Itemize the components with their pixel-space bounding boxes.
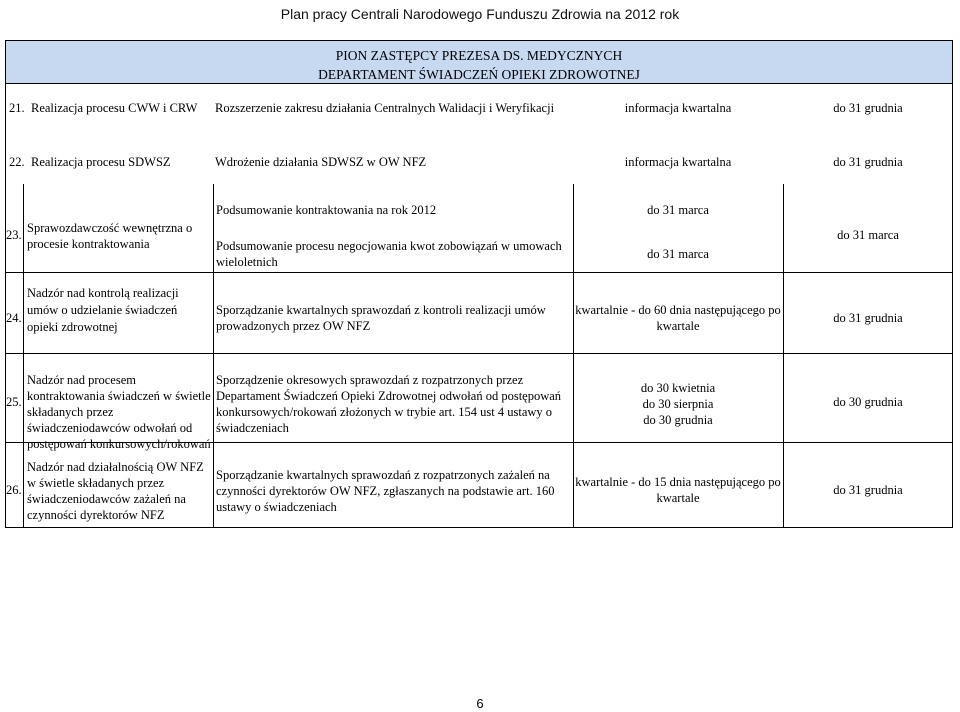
activity-cell: Wdrożenie działania SDWSZ w OW NFZ: [215, 155, 427, 169]
row-number: 23.: [6, 228, 22, 242]
reporting-cell: do 31 marca: [647, 203, 709, 217]
reporting-cell: [573, 380, 783, 428]
row-number: 21.: [9, 101, 25, 115]
deadline-cell: do 31 grudnia: [833, 155, 903, 169]
deadline-cell: do 31 grudnia: [833, 311, 903, 325]
row-divider: [5, 272, 953, 273]
row-divider: [5, 353, 953, 354]
reporting-cell: informacja kwartalna: [624, 101, 732, 115]
row-number: 22.: [9, 155, 25, 169]
reporting-cell: kwartalnie - do 15 dnia następującego po kwartale: [575, 475, 781, 505]
deadline-cell: do 31 grudnia: [833, 101, 903, 115]
row-number: 26.: [6, 483, 22, 497]
activity-cell: Sporządzanie kwartalnych sprawozdań z rozpatrzonych zażaleń na czynności dyrektorów OW NFZ, zgłaszanych na podstawie art. 160 ustawy o świadczeniach: [216, 468, 555, 514]
table-border-right: [952, 84, 953, 528]
activity-cell: Podsumowanie procesu negocjowania kwot zobowiązań w umowach wieloletnich: [216, 239, 562, 269]
task-cell: Nadzór nad kontrolą realizacji umów o udzielanie świadczeń opieki zdrowotnej: [27, 286, 179, 334]
reporting-date: do 30 grudnia: [643, 413, 713, 427]
reporting-cell: informacja kwartalna: [624, 155, 732, 169]
page-number: 6: [476, 696, 484, 711]
column-divider-task: [213, 184, 214, 528]
reporting-cell: do 31 marca: [647, 247, 709, 261]
reporting-date: do 30 sierpnia: [642, 397, 714, 411]
row-number: 25.: [6, 395, 22, 409]
task-cell: Sprawozdawczość wewnętrzna o procesie kontraktowania: [27, 221, 193, 251]
table-border-left: [5, 84, 6, 528]
activity-cell: Podsumowanie kontraktowania na rok 2012: [216, 203, 437, 217]
document-title: Plan pracy Centrali Narodowego Funduszu Zdrowia na 2012 rok: [280, 6, 680, 22]
task-cell: Realizacja procesu CWW i CRW: [31, 101, 198, 115]
reporting-date: do 30 kwietnia: [640, 381, 716, 395]
deadline-cell: do 31 grudnia: [833, 483, 903, 497]
department-header: [5, 40, 953, 84]
department-name: DEPARTAMENT ŚWIADCZEŃ OPIEKI ZDROWOTNEJ: [318, 67, 640, 82]
deadline-cell: do 30 grudnia: [833, 395, 903, 409]
task-cell: Realizacja procesu SDWSZ: [31, 155, 171, 169]
column-divider-activity: [573, 184, 574, 528]
row-number: 24.: [6, 311, 22, 325]
activity-cell: Sporządzenie okresowych sprawozdań z rozpatrzonych przez Departament Świadczeń Opieki Zdrowotnej odwołań od postępowań konkursowych/rokowań złożonych w trybie art. 154 ust 4 ustawy o świadczeniach: [216, 373, 562, 435]
task-cell: Nadzór nad procesem kontraktowania świadczeń w świetle składanych przez świadczeniodawców odwołań od postępowań konkursowych/rokowań: [27, 373, 211, 451]
row-divider: [5, 527, 953, 528]
division-name: PION ZASTĘPCY PREZESA DS. MEDYCZNYCH: [335, 48, 623, 63]
deadline-cell: do 31 marca: [837, 228, 899, 242]
task-cell: Nadzór nad działalnością OW NFZ w świetle składanych przez świadczeniodawców zażaleń na czynności dyrektorów NFZ: [27, 460, 204, 522]
reporting-cell: kwartalnie - do 60 dnia następującego po kwartale: [575, 303, 781, 333]
activity-cell: Sporządzanie kwartalnych sprawozdań z kontroli realizacji umów prowadzonych przez OW NFZ: [216, 303, 546, 333]
activity-cell: Rozszerzenie zakresu działania Centralnych Walidacji i Weryfikacji: [215, 101, 555, 115]
